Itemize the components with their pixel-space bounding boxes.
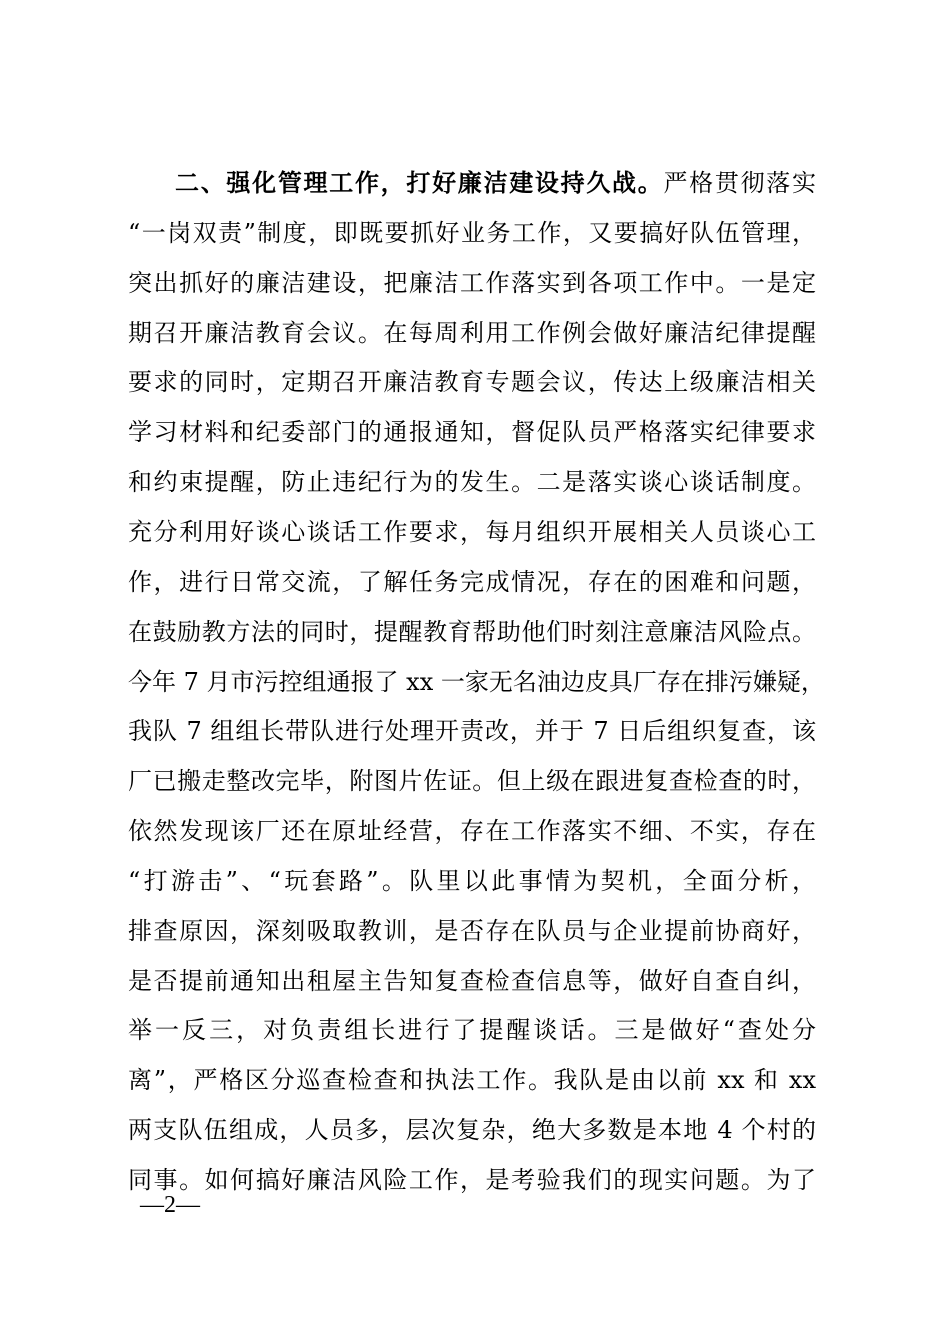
paragraph-line: 举一反三，对负责组长进行了提醒谈话。三是做好“查处分 xyxy=(128,1016,816,1045)
paragraph-line: 是否提前通知出租屋主告知复查检查信息等，做好自查自纠， xyxy=(128,966,816,995)
paragraph-line: 学习材料和纪委部门的通报通知，督促队员严格落实纪律要求 xyxy=(128,418,816,447)
paragraph-line: 今年 7 月市污控组通报了 xx 一家无名油边皮具厂存在排污嫌疑， xyxy=(128,667,825,696)
paragraph-line: 同事。如何搞好廉洁风险工作，是考验我们的现实问题。为了 xyxy=(128,1166,816,1194)
paragraph-line: 作，进行日常交流，了解任务完成情况，存在的困难和问题， xyxy=(128,567,816,596)
paragraph-line: 在鼓励教方法的同时，提醒教育帮助他们时刻注意廉洁风险点。 xyxy=(128,617,816,646)
paragraph-line: “打游击”、“玩套路”。队里以此事情为契机，全面分析， xyxy=(128,866,816,895)
paragraph-line: 两支队伍组成，人员多，层次复杂，绝大多数是本地 4 个村的 xyxy=(128,1116,816,1145)
paragraph-line: 要求的同时，定期召开廉洁教育专题会议，传达上级廉洁相关 xyxy=(128,368,816,397)
paragraph-line: 我队 7 组组长带队进行处理开责改，并于 7 日后组织复查，该 xyxy=(128,717,816,746)
paragraph-line: 期召开廉洁教育会议。在每周利用工作例会做好廉洁纪律提醒 xyxy=(128,318,816,347)
paragraph-line: 排查原因，深刻吸取教训，是否存在队员与企业提前协商好， xyxy=(128,916,816,945)
paragraph-line: “一岗双责”制度，即既要抓好业务工作，又要搞好队伍管理， xyxy=(128,218,816,247)
paragraph-line: 厂已搬走整改完毕，附图片佐证。但上级在跟进复查检查的时， xyxy=(128,767,816,796)
paragraph-first-line xyxy=(175,168,816,198)
paragraph-line: 离”，严格区分巡查检查和执法工作。我队是由以前 xx 和 xx xyxy=(128,1066,816,1095)
paragraph-line: 突出抓好的廉洁建设，把廉洁工作落实到各项工作中。一是定 xyxy=(128,268,816,297)
section-heading: 二、强化管理工作，打好廉洁建设持久战。 xyxy=(175,168,664,197)
first-line-text: 严格贯彻落实 xyxy=(663,169,817,197)
paragraph-line: 和约束提醒，防止违纪行为的发生。二是落实谈心谈话制度。 xyxy=(128,468,816,497)
page-number: —2— xyxy=(140,1192,200,1218)
paragraph-line: 依然发现该厂还在原址经营，存在工作落实不细、不实，存在 xyxy=(128,817,816,846)
paragraph-line: 充分利用好谈心谈话工作要求，每月组织开展相关人员谈心工 xyxy=(128,517,816,546)
